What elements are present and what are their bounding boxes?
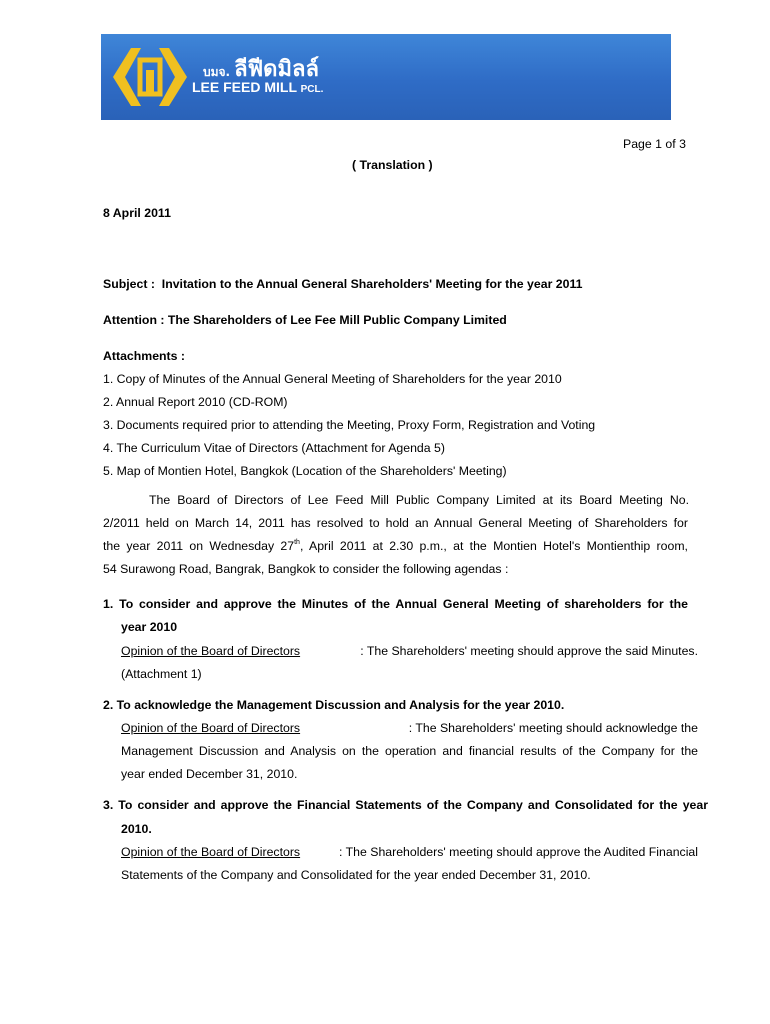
agenda-1-opinion: Opinion of the Board of Directors : The Shareholders' meeting should approve the said Minutes. bbox=[121, 644, 698, 658]
opinion-label: Opinion of the Board of Directors bbox=[121, 721, 301, 735]
brand-name-english: LEE FEED MILL PCL. bbox=[192, 79, 324, 95]
attachment-item: 4. The Curriculum Vitae of Directors (Attachment for Agenda 5) bbox=[103, 441, 445, 455]
opinion-label: Opinion of the Board of Directors bbox=[121, 644, 301, 658]
intro-paragraph-line: The Board of Directors of Lee Feed Mill Public Company Limited at its Board Meeting No. bbox=[149, 493, 689, 507]
company-logo-icon bbox=[111, 46, 189, 108]
agenda-3-opinion: Opinion of the Board of Directors : The Shareholders' meeting should approve the Audited Financial bbox=[121, 845, 698, 859]
agenda-2-opinion-cont: year ended December 31, 2010. bbox=[121, 767, 298, 781]
attention-line: Attention : The Shareholders of Lee Fee Mill Public Company Limited bbox=[103, 313, 507, 327]
agenda-1-title: 1. To consider and approve the Minutes of the Annual General Meeting of shareholders for the bbox=[103, 597, 688, 611]
agenda-3-title-cont: 2010. bbox=[121, 822, 152, 836]
subject-label: Subject : bbox=[103, 277, 155, 291]
opinion-label: Opinion of the Board of Directors bbox=[121, 845, 301, 859]
agenda-3-opinion-cont: Statements of the Company and Consolidated for the year ended December 31, 2010. bbox=[121, 868, 591, 882]
intro-paragraph-line: the year 2011 on Wednesday 27th, April 2011 at 2.30 p.m., at the Montien Hotel's Montienthip room, bbox=[103, 539, 688, 553]
agenda-2-opinion-cont: Management Discussion and Analysis on the operation and financial results of the Company for the bbox=[121, 744, 698, 758]
agenda-1-title-cont: year 2010 bbox=[121, 620, 178, 634]
agenda-2-title: 2. To acknowledge the Management Discussion and Analysis for the year 2010. bbox=[103, 698, 565, 712]
header-banner bbox=[101, 34, 671, 120]
agenda-3-title: 3. To consider and approve the Financial Statements of the Company and Consolidated for the year bbox=[103, 798, 708, 812]
attachments-heading: Attachments : bbox=[103, 349, 185, 363]
subject-text: Invitation to the Annual General Shareholders' Meeting for the year 2011 bbox=[161, 277, 583, 291]
attachment-item: 1. Copy of Minutes of the Annual General Meeting of Shareholders for the year 2010 bbox=[103, 372, 562, 386]
subject-line bbox=[103, 276, 582, 292]
attachment-item: 2. Annual Report 2010 (CD-ROM) bbox=[103, 395, 288, 409]
intro-paragraph-line: 2/2011 held on March 14, 2011 has resolved to hold an Annual General Meeting of Shareholders for bbox=[103, 516, 688, 530]
attachment-item: 5. Map of Montien Hotel, Bangkok (Location of the Shareholders' Meeting) bbox=[103, 464, 507, 478]
intro-paragraph-line: 54 Surawong Road, Bangrak, Bangkok to consider the following agendas : bbox=[103, 562, 509, 576]
letter-date: 8 April 2011 bbox=[103, 206, 171, 220]
agenda-2-opinion: Opinion of the Board of Directors : The Shareholders' meeting should acknowledge the bbox=[121, 721, 698, 735]
attachment-item: 3. Documents required prior to attending the Meeting, Proxy Form, Registration and Voting bbox=[103, 418, 596, 432]
page-number: Page 1 of 3 bbox=[623, 137, 686, 151]
brand-name-thai: บมจ. ลีฟีดมิลล์ bbox=[203, 57, 319, 82]
translation-label: ( Translation ) bbox=[352, 158, 433, 172]
agenda-1-opinion-cont: (Attachment 1) bbox=[121, 667, 202, 681]
